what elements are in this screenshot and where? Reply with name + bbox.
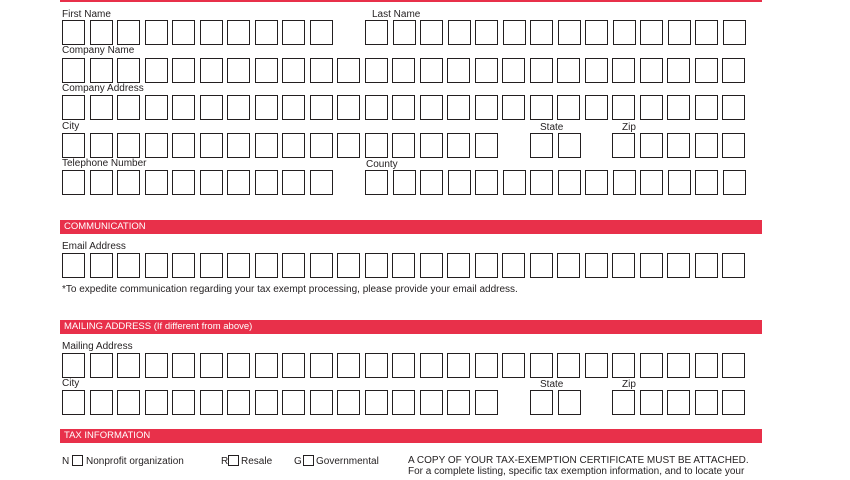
character-box[interactable] — [502, 95, 525, 120]
character-box[interactable] — [62, 253, 85, 278]
character-box[interactable] — [668, 20, 691, 45]
character-box[interactable] — [365, 58, 388, 83]
character-box[interactable] — [475, 20, 498, 45]
character-box[interactable] — [255, 170, 278, 195]
character-box[interactable] — [227, 133, 250, 158]
character-box[interactable] — [145, 353, 168, 378]
character-box[interactable] — [393, 20, 416, 45]
character-box[interactable] — [227, 95, 250, 120]
tax-exemption-notice — [408, 455, 749, 477]
character-box[interactable] — [448, 20, 471, 45]
mailing-zip-label: Zip — [622, 379, 636, 390]
nonprofit-label: Nonprofit organization — [86, 456, 184, 467]
character-box[interactable] — [695, 253, 718, 278]
character-box[interactable] — [475, 353, 498, 378]
character-box[interactable] — [722, 390, 745, 415]
character-box[interactable] — [282, 133, 305, 158]
character-box[interactable] — [90, 353, 113, 378]
character-box[interactable] — [722, 95, 745, 120]
character-box[interactable] — [172, 353, 195, 378]
character-box[interactable] — [503, 170, 526, 195]
character-box[interactable] — [200, 390, 223, 415]
nonprofit-checkbox[interactable] — [72, 455, 83, 466]
character-box[interactable] — [695, 390, 718, 415]
character-box[interactable] — [447, 353, 470, 378]
character-box[interactable] — [200, 253, 223, 278]
character-box[interactable] — [557, 58, 580, 83]
character-box[interactable] — [585, 95, 608, 120]
character-box[interactable] — [695, 20, 718, 45]
character-box[interactable] — [667, 133, 690, 158]
character-box[interactable] — [530, 133, 553, 158]
character-box[interactable] — [117, 170, 140, 195]
character-box[interactable] — [255, 133, 278, 158]
character-box[interactable] — [365, 353, 388, 378]
character-box[interactable] — [392, 58, 415, 83]
character-box[interactable] — [557, 95, 580, 120]
company-address-boxes[interactable] — [62, 95, 750, 120]
character-box[interactable] — [447, 95, 470, 120]
character-box[interactable] — [227, 170, 250, 195]
resale-code: R — [221, 456, 229, 467]
mailing-section-header: MAILING ADDRESS (If different from above) — [60, 320, 762, 334]
character-box[interactable] — [420, 353, 443, 378]
first-name-boxes[interactable] — [62, 20, 337, 45]
character-box[interactable] — [392, 253, 415, 278]
character-box[interactable] — [723, 170, 746, 195]
character-box[interactable] — [145, 95, 168, 120]
character-box[interactable] — [337, 95, 360, 120]
character-box[interactable] — [282, 390, 305, 415]
character-box[interactable] — [448, 170, 471, 195]
character-box[interactable] — [612, 390, 635, 415]
character-box[interactable] — [337, 133, 360, 158]
character-box[interactable] — [475, 58, 498, 83]
governmental-checkbox[interactable] — [303, 455, 314, 466]
character-box[interactable] — [172, 20, 195, 45]
character-box[interactable] — [310, 253, 333, 278]
character-box[interactable] — [723, 20, 746, 45]
character-box[interactable] — [613, 170, 636, 195]
character-box[interactable] — [255, 353, 278, 378]
character-box[interactable] — [90, 170, 113, 195]
character-box[interactable] — [310, 390, 333, 415]
mailing-city-boxes[interactable] — [62, 390, 502, 415]
character-box[interactable] — [365, 20, 388, 45]
character-box[interactable] — [310, 95, 333, 120]
character-box[interactable] — [62, 353, 85, 378]
character-box[interactable] — [117, 133, 140, 158]
character-box[interactable] — [640, 95, 663, 120]
character-box[interactable] — [117, 95, 140, 120]
character-box[interactable] — [392, 353, 415, 378]
character-box[interactable] — [365, 390, 388, 415]
zip-boxes[interactable] — [612, 133, 750, 158]
character-box[interactable] — [475, 170, 498, 195]
character-box[interactable] — [365, 170, 388, 195]
character-box[interactable] — [393, 170, 416, 195]
state-boxes[interactable] — [530, 133, 585, 158]
character-box[interactable] — [530, 390, 553, 415]
character-box[interactable] — [145, 133, 168, 158]
character-box[interactable] — [90, 95, 113, 120]
tax-notice-line2: For a complete listing, specific tax exemption information, and to locate your — [408, 466, 745, 477]
communication-section-header: COMMUNICATION — [60, 220, 762, 234]
character-box[interactable] — [255, 20, 278, 45]
character-box[interactable] — [667, 253, 690, 278]
character-box[interactable] — [172, 253, 195, 278]
character-box[interactable] — [530, 58, 553, 83]
character-box[interactable] — [282, 353, 305, 378]
character-box[interactable] — [227, 253, 250, 278]
character-box[interactable] — [585, 253, 608, 278]
character-box[interactable] — [640, 253, 663, 278]
mailing-address-label: Mailing Address — [62, 341, 133, 352]
character-box[interactable] — [145, 390, 168, 415]
character-box[interactable] — [337, 253, 360, 278]
character-box[interactable] — [365, 133, 388, 158]
character-box[interactable] — [282, 20, 305, 45]
mailing-state-label: State — [540, 379, 564, 390]
character-box[interactable] — [282, 58, 305, 83]
character-box[interactable] — [117, 58, 140, 83]
character-box[interactable] — [255, 390, 278, 415]
character-box[interactable] — [695, 95, 718, 120]
resale-checkbox[interactable] — [228, 455, 239, 466]
county-label: County — [366, 159, 398, 170]
character-box[interactable] — [695, 170, 718, 195]
character-box[interactable] — [90, 20, 113, 45]
character-box[interactable] — [447, 390, 470, 415]
character-box[interactable] — [117, 390, 140, 415]
character-box[interactable] — [145, 20, 168, 45]
mailing-address-boxes[interactable] — [62, 353, 750, 378]
telephone-boxes[interactable] — [62, 170, 337, 195]
character-box[interactable] — [310, 133, 333, 158]
character-box[interactable] — [502, 253, 525, 278]
character-box[interactable] — [62, 95, 85, 120]
character-box[interactable] — [612, 58, 635, 83]
character-box[interactable] — [172, 95, 195, 120]
character-box[interactable] — [90, 58, 113, 83]
mailing-city-label: City — [62, 378, 80, 389]
character-box[interactable] — [145, 253, 168, 278]
character-box[interactable] — [282, 95, 305, 120]
governmental-code: G — [294, 456, 302, 467]
character-box[interactable] — [145, 170, 168, 195]
character-box[interactable] — [310, 353, 333, 378]
character-box[interactable] — [365, 95, 388, 120]
character-box[interactable] — [585, 170, 608, 195]
character-box[interactable] — [613, 20, 636, 45]
character-box[interactable] — [337, 353, 360, 378]
character-box[interactable] — [475, 253, 498, 278]
character-box[interactable] — [640, 20, 663, 45]
character-box[interactable] — [558, 390, 581, 415]
city-label: City — [62, 121, 80, 132]
character-box[interactable] — [640, 353, 663, 378]
character-box[interactable] — [282, 253, 305, 278]
county-boxes[interactable] — [365, 170, 750, 195]
character-box[interactable] — [255, 253, 278, 278]
character-box[interactable] — [90, 253, 113, 278]
character-box[interactable] — [200, 58, 223, 83]
character-box[interactable] — [585, 20, 608, 45]
last-name-label: Last Name — [372, 9, 421, 20]
resale-label: Resale — [241, 456, 273, 467]
character-box[interactable] — [420, 58, 443, 83]
character-box[interactable] — [62, 133, 85, 158]
character-box[interactable] — [530, 353, 553, 378]
character-box[interactable] — [447, 253, 470, 278]
governmental-label: Governmental — [316, 456, 379, 467]
character-box[interactable] — [145, 58, 168, 83]
email-boxes[interactable] — [62, 253, 750, 278]
character-box[interactable] — [227, 20, 250, 45]
character-box[interactable] — [695, 133, 718, 158]
last-name-boxes[interactable] — [365, 20, 750, 45]
telephone-label: Telephone Number — [62, 158, 147, 169]
email-label: Email Address — [62, 241, 126, 252]
character-box[interactable] — [420, 20, 443, 45]
character-box[interactable] — [392, 390, 415, 415]
character-box[interactable] — [392, 95, 415, 120]
character-box[interactable] — [420, 133, 443, 158]
character-box[interactable] — [365, 253, 388, 278]
company-name-boxes[interactable] — [62, 58, 750, 83]
character-box[interactable] — [640, 170, 663, 195]
character-box[interactable] — [310, 58, 333, 83]
character-box[interactable] — [722, 58, 745, 83]
character-box[interactable] — [557, 353, 580, 378]
character-box[interactable] — [337, 58, 360, 83]
character-box[interactable] — [558, 20, 581, 45]
character-box[interactable] — [117, 253, 140, 278]
character-box[interactable] — [612, 133, 635, 158]
character-box[interactable] — [612, 95, 635, 120]
character-box[interactable] — [255, 95, 278, 120]
character-box[interactable] — [475, 95, 498, 120]
character-box[interactable] — [392, 133, 415, 158]
character-box[interactable] — [420, 390, 443, 415]
character-box[interactable] — [117, 353, 140, 378]
character-box[interactable] — [640, 133, 663, 158]
character-box[interactable] — [612, 253, 635, 278]
character-box[interactable] — [722, 133, 745, 158]
character-box[interactable] — [172, 170, 195, 195]
character-box[interactable] — [667, 95, 690, 120]
character-box[interactable] — [310, 170, 333, 195]
character-box[interactable] — [255, 58, 278, 83]
character-box[interactable] — [62, 20, 85, 45]
first-name-label: First Name — [62, 9, 111, 20]
top-rule — [60, 0, 762, 2]
character-box[interactable] — [227, 353, 250, 378]
character-box[interactable] — [62, 390, 85, 415]
character-box[interactable] — [558, 170, 581, 195]
character-box[interactable] — [62, 58, 85, 83]
character-box[interactable] — [200, 95, 223, 120]
tax-notice-line1: A COPY OF YOUR TAX-EXEMPTION CERTIFICATE MUST BE ATTACHED. — [408, 455, 749, 466]
character-box[interactable] — [667, 353, 690, 378]
character-box[interactable] — [667, 58, 690, 83]
character-box[interactable] — [530, 170, 553, 195]
character-box[interactable] — [420, 253, 443, 278]
character-box[interactable] — [640, 390, 663, 415]
character-box[interactable] — [558, 133, 581, 158]
character-box[interactable] — [695, 58, 718, 83]
character-box[interactable] — [530, 253, 553, 278]
company-address-label: Company Address — [62, 83, 144, 94]
character-box[interactable] — [695, 353, 718, 378]
city-boxes[interactable] — [62, 133, 502, 158]
character-box[interactable] — [447, 133, 470, 158]
character-box[interactable] — [722, 253, 745, 278]
mailing-zip-boxes[interactable] — [612, 390, 750, 415]
character-box[interactable] — [585, 353, 608, 378]
character-box[interactable] — [557, 253, 580, 278]
character-box[interactable] — [475, 133, 498, 158]
character-box[interactable] — [612, 353, 635, 378]
character-box[interactable] — [172, 390, 195, 415]
character-box[interactable] — [227, 390, 250, 415]
character-box[interactable] — [227, 58, 250, 83]
character-box[interactable] — [640, 58, 663, 83]
company-name-label: Company Name — [62, 45, 135, 56]
character-box[interactable] — [117, 20, 140, 45]
character-box[interactable] — [90, 133, 113, 158]
state-label: State — [540, 122, 564, 133]
character-box[interactable] — [420, 170, 443, 195]
character-box[interactable] — [475, 390, 498, 415]
email-note: *To expedite communication regarding your tax exempt processing, please provide your email address. — [62, 284, 518, 295]
character-box[interactable] — [667, 390, 690, 415]
character-box[interactable] — [668, 170, 691, 195]
character-box[interactable] — [447, 58, 470, 83]
mailing-state-boxes[interactable] — [530, 390, 585, 415]
character-box[interactable] — [90, 390, 113, 415]
character-box[interactable] — [420, 95, 443, 120]
character-box[interactable] — [337, 390, 360, 415]
character-box[interactable] — [200, 170, 223, 195]
character-box[interactable] — [585, 58, 608, 83]
nonprofit-code: N — [62, 456, 70, 467]
character-box[interactable] — [200, 353, 223, 378]
character-box[interactable] — [502, 353, 525, 378]
character-box[interactable] — [530, 20, 553, 45]
character-box[interactable] — [530, 95, 553, 120]
character-box[interactable] — [310, 20, 333, 45]
character-box[interactable] — [200, 133, 223, 158]
character-box[interactable] — [172, 58, 195, 83]
character-box[interactable] — [502, 58, 525, 83]
tax-section-header: TAX INFORMATION — [60, 429, 762, 443]
character-box[interactable] — [62, 170, 85, 195]
character-box[interactable] — [172, 133, 195, 158]
character-box[interactable] — [722, 353, 745, 378]
character-box[interactable] — [200, 20, 223, 45]
zip-label: Zip — [622, 122, 636, 133]
character-box[interactable] — [282, 170, 305, 195]
character-box[interactable] — [503, 20, 526, 45]
